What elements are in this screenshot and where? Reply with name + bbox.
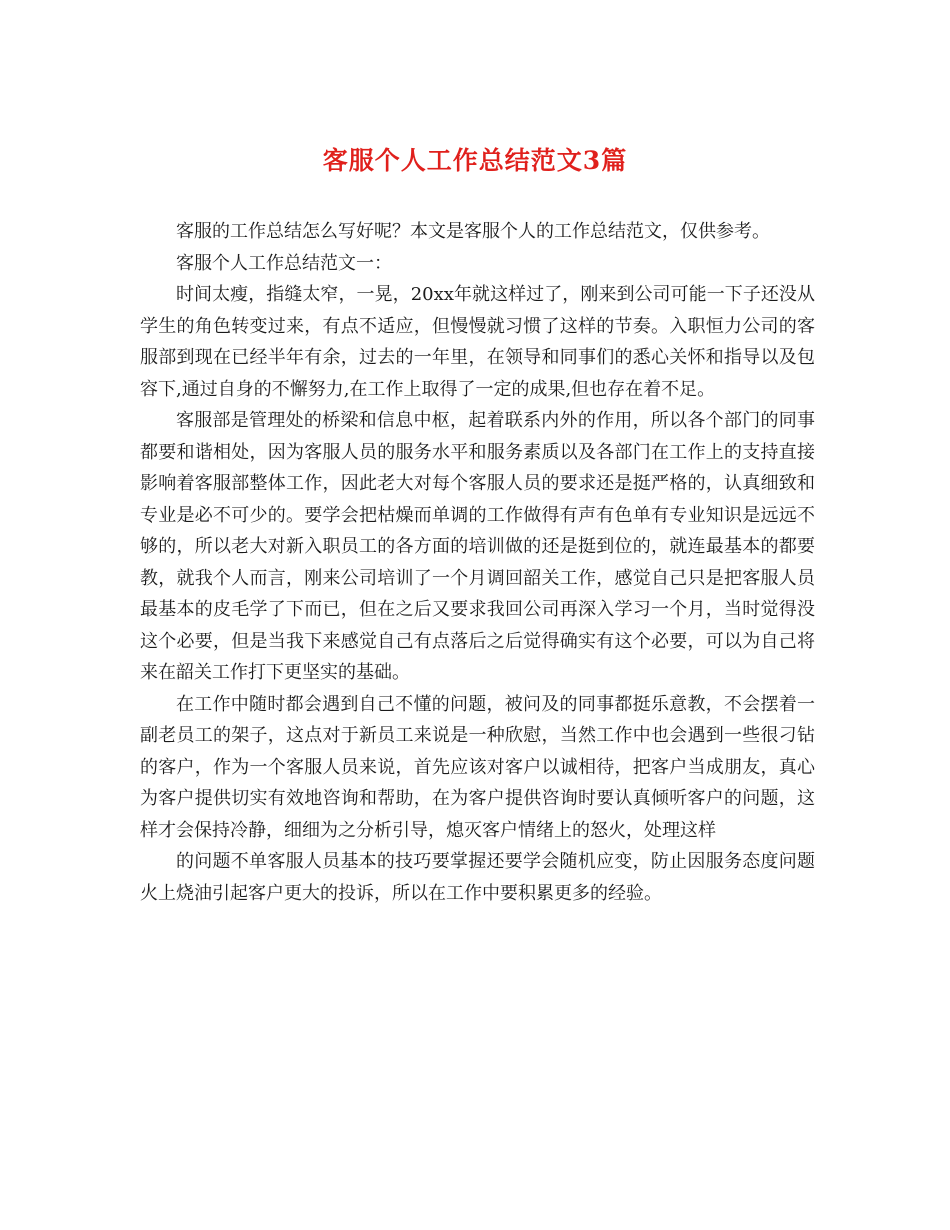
paragraph: 在工作中随时都会遇到自己不懂的问题，被问及的同事都挺乐意教，不会摆着一副老员工的架子，这点对于新员工来说是一种欣慰，当然工作中也会遇到一些很刁钻的客户，作为一个客服人员来说，首先应该对客户以诚相待，把客户当成朋友，真心为客户提供切实有效地咨询和帮助，在为客户提供咨询时要认真倾听客户的问题，这样才会保持冷静，细细为之分析引导，熄灭客户情绪上的怒火，处理这样 <box>140 693 815 841</box>
paragraph-intro: 客服的工作总结怎么写好呢？本文是客服个人的工作总结范文，仅供参考。 <box>176 221 770 242</box>
document-body <box>140 216 815 909</box>
paragraph-heading-one: 客服个人工作总结范文一： <box>176 252 392 274</box>
paragraph: 的问题不单客服人员基本的技巧要掌握还要学会随机应变，防止因服务态度问题火上烧油引起客户更大的投诉，所以在工作中要积累更多的经验。 <box>140 851 815 904</box>
document-title: 客服个人工作总结范文3篇 <box>322 146 628 175</box>
paragraph: 时间太瘦，指缝太窄，一晃，20xx年就这样过了，刚来到公司可能一下子还没从学生的角色转变过来，有点不适应，但慢慢就习惯了这样的节奏。入职恒力公司的客服部到现在已经半年有余，过去的一年里，在领导和同事们的悉心关怀和指导以及包容下,通过自身的不懈努力,在工作上取得了一定的成果,但也存在着不足。 <box>140 284 815 400</box>
paragraph: 客服部是管理处的桥梁和信息中枢，起着联系内外的作用，所以各个部门的同事都要和谐相处，因为客服人员的服务水平和服务素质以及各部门在工作上的支持直接影响着客服部整体工作，因此老大对每个客服人员的要求还是挺严格的，认真细致和专业是必不可少的。要学会把枯燥而单调的工作做得有声有色单有专业知识是远远不够的，所以老大对新入职员工的各方面的培训做的还是挺到位的，就连最基本的都要教，就我个人而言，刚来公司培训了一个月调回韶关工作，感觉自己只是把客服人员最基本的皮毛学了下而已，但在之后又要求我回公司再深入学习一个月，当时觉得没这个必要，但是当我下来感觉自己有点落后之后觉得确实有这个必要，可以为自己将来在韶关工作打下更坚实的基础。 <box>140 410 815 683</box>
